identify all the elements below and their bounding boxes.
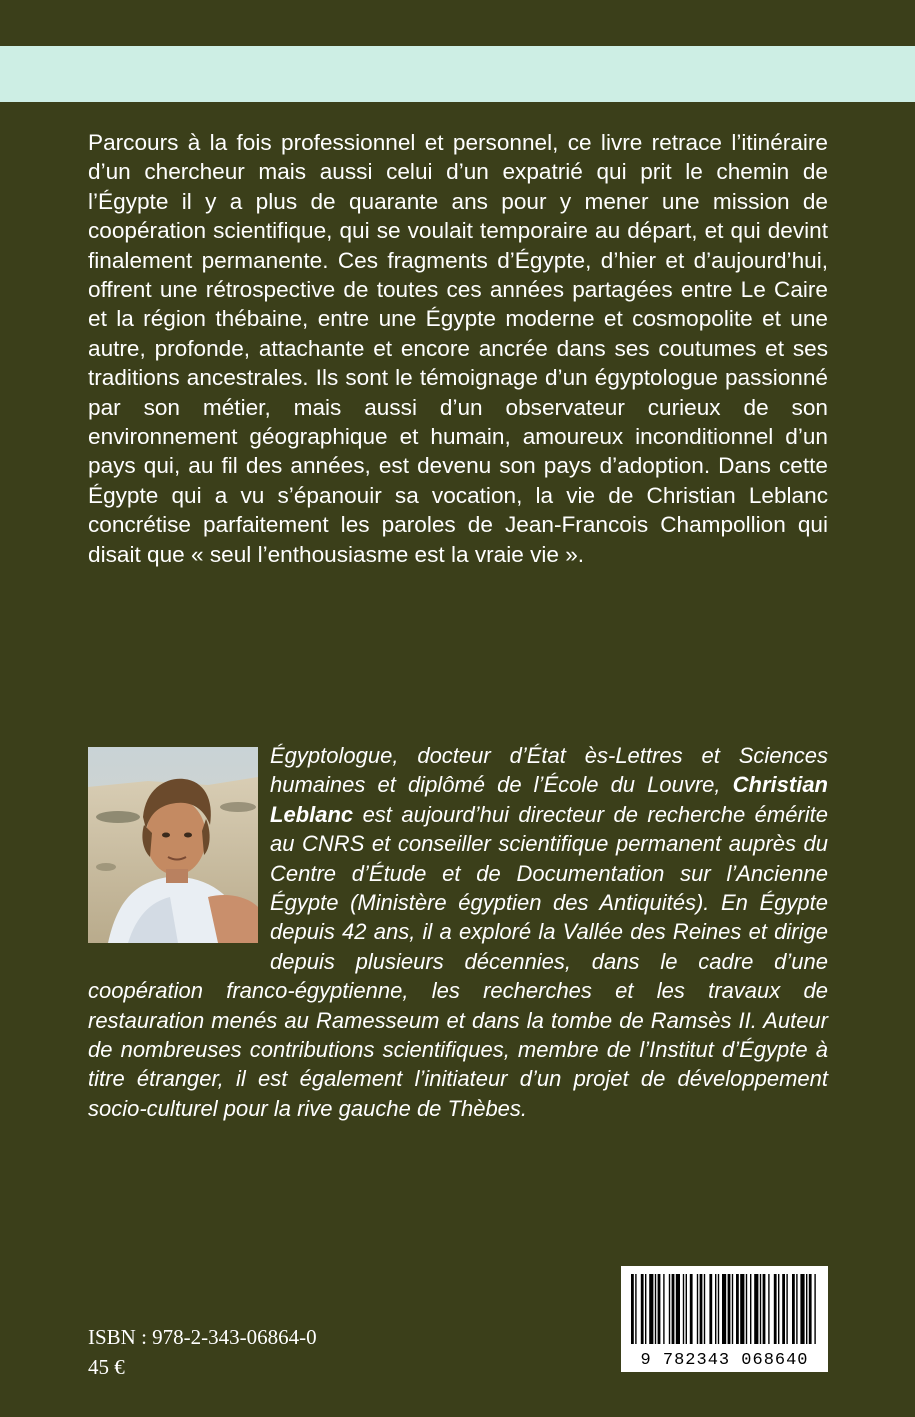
barcode — [621, 1266, 828, 1372]
top-dark-band — [0, 0, 915, 46]
author-photo-illustration — [88, 747, 258, 943]
barcode-bar — [704, 1274, 705, 1344]
isbn: ISBN : 978-2-343-06864-0 — [88, 1325, 317, 1349]
title-band — [0, 46, 915, 102]
barcode-bar — [786, 1274, 787, 1344]
bio-rest: est aujourd’hui directeur de recherche émérite au CNRS et conseiller scientifique permanent auprès du Centre d’Étude et de Documentation sur l’Ancienne Égypte (Ministère égyptien des Antiquités). En Égypte depuis 42 ans, il a exploré la Vallée des Reines et dirige depuis plusieurs décennies, dans le cadre d’une coopération franco-égyptienne, les recherches et les travaux de restauration menés au Ramesseum et dans la tombe de Ramsès II. Auteur de nombreuses contributions scientifiques, membre de l’Institut d’Égypte à titre étranger, il est également l’initiateur d’un projet de développement socio-culturel pour la rive gauche de Thèbes. — [88, 801, 828, 1121]
barcode-bar — [718, 1274, 719, 1344]
author-biography — [88, 741, 828, 1123]
barcode-bar — [635, 1274, 636, 1344]
barcode-bar — [806, 1274, 807, 1344]
barcode-bar — [778, 1274, 779, 1344]
barcode-bars — [621, 1266, 828, 1346]
barcode-bar — [690, 1274, 693, 1344]
barcode-bar — [792, 1274, 795, 1344]
barcode-bar — [796, 1274, 797, 1344]
barcode-bar — [663, 1274, 664, 1344]
barcode-bar — [750, 1274, 751, 1344]
barcode-bar — [782, 1274, 785, 1344]
author-name: Christian Leblanc — [270, 772, 828, 827]
barcode-bar — [774, 1274, 777, 1344]
barcode-bar — [645, 1274, 646, 1344]
barcode-bar — [760, 1274, 761, 1344]
barcode-bar — [709, 1274, 712, 1344]
barcode-bar — [732, 1274, 733, 1344]
barcode-bar — [763, 1274, 766, 1344]
barcode-bar — [655, 1274, 656, 1344]
back-cover-blurb: Parcours à la fois professionnel et personnel, ce livre retrace l’itinéraire d’un chercheur mais aussi celui d’un expatrié qui prit le chemin de l’Égypte il y a plus de quarante ans pour y mener une mission de coopération scientifique, qui se voulait temporaire au départ, et qui devint finalement permanente. Ces fragments d’Égypte, d’hier et d’aujourd’hui, offrent une rétrospective de toutes ces années partagées entre Le Caire et la région thébaine, entre une Égypte moderne et cosmopolite et une autre, profonde, attachante et encore ancrée dans ses coutumes et ses traditions ancestrales. Ils sont le témoignage d’un égyptologue passionné par son métier, mais aussi d’un observateur curieux de son environnement géographique et humain, amoureux inconditionnel d’un pays qui, au fil des années, est devenu son pays d’adoption. Dans cette Égypte qui a vu s’épanouir sa vocation, la vie de Christian Leblanc concrétise parfaitement les paroles de Jean-Francois Champollion qui disait que « seul l’enthousiasme est la vraie vie ». — [88, 130, 828, 567]
barcode-bar — [669, 1274, 670, 1344]
barcode-bar — [631, 1274, 634, 1344]
barcode-bar — [649, 1274, 653, 1344]
barcode-bar — [672, 1274, 675, 1344]
barcode-bar — [686, 1274, 687, 1344]
barcode-bar — [715, 1274, 716, 1344]
barcode-bar — [814, 1274, 815, 1344]
barcode-bar — [700, 1274, 703, 1344]
barcode-bar — [697, 1274, 698, 1344]
barcode-bar — [728, 1274, 731, 1344]
barcode-bar — [754, 1274, 758, 1344]
author-photo — [88, 747, 258, 943]
barcode-bar — [736, 1274, 739, 1344]
barcode-bar — [809, 1274, 812, 1344]
barcode-bar — [746, 1274, 747, 1344]
barcode-bar — [800, 1274, 804, 1344]
barcode-bar — [740, 1274, 744, 1344]
barcode-bar — [658, 1274, 661, 1344]
barcode-bar — [768, 1274, 769, 1344]
barcode-bar — [683, 1274, 684, 1344]
barcode-bar — [641, 1274, 644, 1344]
barcode-bar — [676, 1274, 680, 1344]
barcode-digits: 9 782343 068640 — [640, 1351, 809, 1370]
price: 45 € — [88, 1355, 125, 1379]
barcode-bar — [722, 1274, 726, 1344]
bio-intro: Égyptologue, docteur d’État ès-Lettres et Sciences humaines et diplômé de l’École du Louvre, — [270, 743, 828, 798]
